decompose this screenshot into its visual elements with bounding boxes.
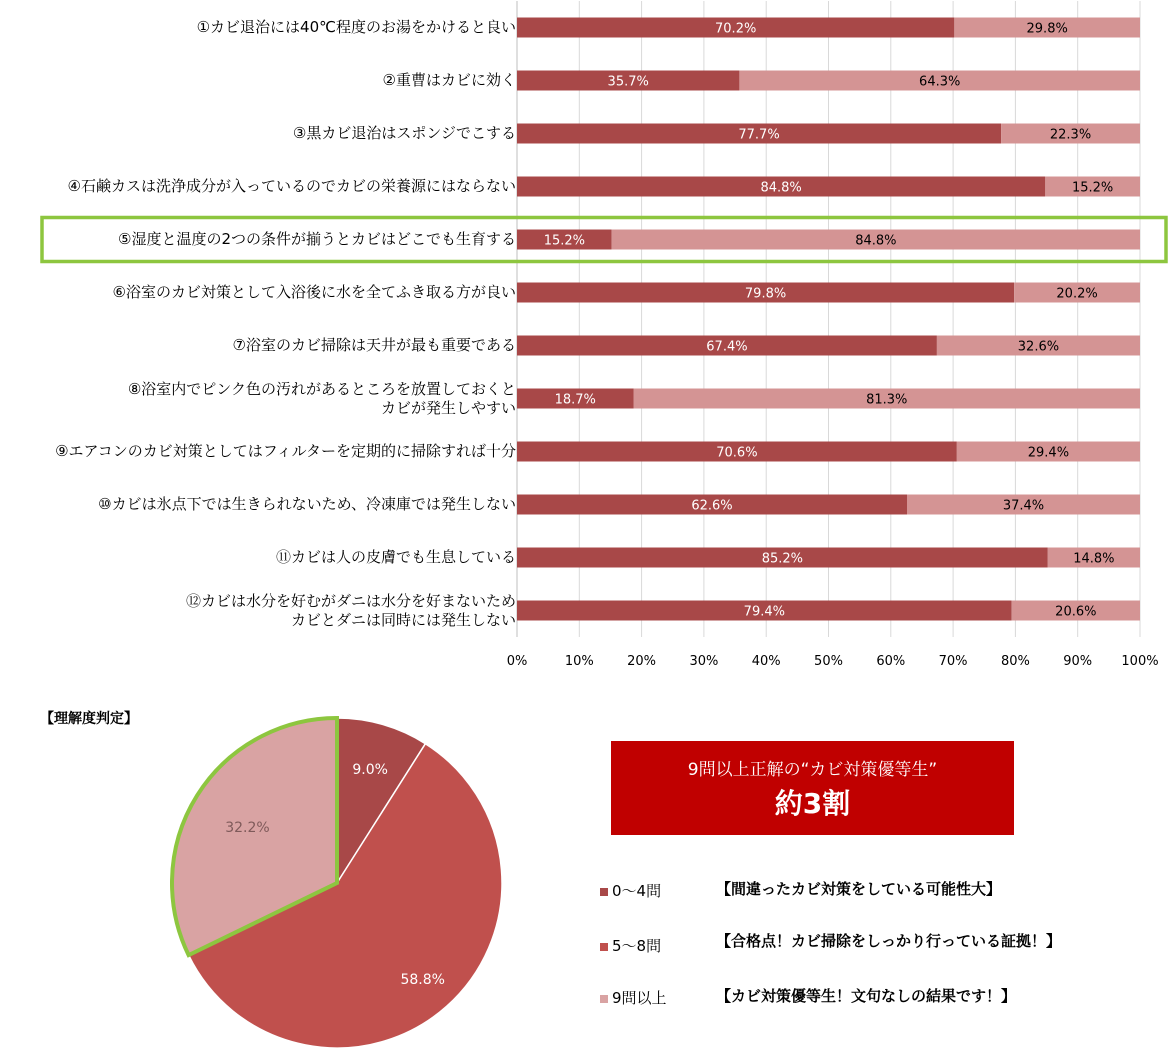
x-tick-label: 60%: [876, 654, 906, 669]
pie-chart: [150, 700, 530, 1050]
legend-label: 5～8問: [612, 937, 662, 955]
bar-data-label: 79.8%: [744, 286, 787, 302]
question-label-line: カビが発生しやすい: [380, 398, 516, 417]
bar-data-label: 15.2%: [1071, 180, 1114, 196]
question-label: [233, 336, 516, 355]
x-tick-label: 100%: [1121, 654, 1159, 669]
x-tick-label: 20%: [627, 654, 657, 669]
banner-main-text: 約3割: [774, 787, 851, 820]
question-label-line: カビとダニは同時には発生しない: [290, 610, 516, 629]
legend-desc-mid: 【合格点！カビ掃除をしっかり行っている証拠！】: [716, 932, 1062, 950]
question-label-line: ⑪カビは人の皮膚でも生息している: [275, 548, 516, 566]
bar-data-label: 70.2%: [715, 21, 757, 37]
legend-item-mid: [600, 935, 661, 956]
question-label: [197, 18, 516, 37]
bar-data-label: 20.6%: [1055, 604, 1097, 620]
legend-swatch-low: [600, 888, 608, 896]
x-tick-label: 70%: [938, 654, 968, 669]
x-tick-label: 40%: [751, 654, 781, 669]
question-label: [293, 124, 516, 143]
bar-data-label: 62.6%: [691, 498, 733, 514]
question-label-line: ⑩カビは氷点下では生きられないため、冷凍庫では発生しない: [98, 495, 516, 513]
question-label: [186, 592, 516, 630]
x-tick-label: 0%: [506, 654, 528, 669]
bar-data-label: 79.4%: [743, 604, 785, 620]
banner-subtitle: 9問以上正解の“カビ対策優等生”: [687, 760, 938, 780]
legend-desc-low: 【間違ったカビ対策をしている可能性大】: [716, 880, 1002, 898]
legend-item-high: [600, 987, 667, 1008]
result-banner: [611, 741, 1014, 835]
pie-data-label: 58.8%: [400, 972, 445, 989]
x-tick-label: 10%: [564, 654, 594, 669]
legend-desc-high: 【カビ対策優等生！文句なしの結果です！】: [716, 987, 1017, 1005]
question-label-line: ⑥浴室のカビ対策として入浴後に水を全てふき取る方が良い: [112, 283, 516, 301]
bar-data-label: 22.3%: [1049, 127, 1092, 143]
x-tick-label: 50%: [814, 654, 843, 669]
question-label-line: ①カビ退治には40℃程度のお湯をかけると良い: [196, 18, 516, 36]
question-label: [276, 548, 516, 567]
pie-data-label: 9.0%: [352, 761, 388, 778]
question-label-line: ②重曹はカビに効く: [382, 71, 516, 89]
question-label-line: ④石鹸カスは洗浄成分が入っているのでカビの栄養源にはならない: [67, 177, 516, 195]
bar-data-label: 32.6%: [1017, 339, 1060, 355]
question-label: [98, 495, 516, 514]
x-tick-label: 30%: [689, 654, 719, 669]
pie-data-label: 32.2%: [225, 819, 270, 836]
question-label: [68, 177, 516, 196]
legend-swatch-high: [600, 995, 608, 1003]
question-label: [128, 380, 516, 418]
pie-chart-title: 【理解度判定】: [40, 711, 138, 727]
bar-data-label: 84.8%: [760, 180, 802, 196]
question-label-line: ⑨エアコンのカビ対策としてはフィルターを定期的に掃除すれば十分: [55, 442, 516, 460]
legend-swatch-mid: [600, 943, 608, 951]
bar-data-label: 84.8%: [855, 233, 897, 249]
question-label-line: ⑦浴室のカビ掃除は天井が最も重要である: [232, 336, 516, 354]
bar-data-label: 77.7%: [738, 127, 780, 143]
legend-label: 9問以上: [612, 989, 667, 1007]
question-label: [383, 71, 516, 90]
question-label-line: ⑫カビは水分を好むがダニは水分を好まないため: [185, 591, 516, 610]
question-label-line: ③黒カビ退治はスポンジでこする: [292, 124, 516, 142]
bar-data-label: 29.8%: [1026, 21, 1068, 37]
question-label-line: ⑤湿度と温度の2つの条件が揃うとカビはどこでも生育する: [118, 230, 516, 248]
legend-item-low: [600, 880, 661, 901]
bar-data-label: 18.7%: [554, 392, 596, 408]
bar-data-label: 67.4%: [706, 339, 748, 355]
legend-label: 0～4問: [612, 882, 662, 900]
question-label-line: ⑧浴室内でピンク色の汚れがあるところを放置しておくと: [127, 379, 516, 398]
bar-data-label: 14.8%: [1073, 551, 1115, 567]
bar-data-label: 81.3%: [866, 392, 908, 408]
bar-data-label: 85.2%: [761, 551, 804, 567]
question-label: [118, 230, 516, 249]
bar-data-label: 29.4%: [1027, 445, 1070, 461]
bar-data-label: 35.7%: [607, 74, 649, 90]
x-tick-label: 80%: [1000, 654, 1030, 669]
question-label: [55, 442, 516, 461]
bar-data-label: 37.4%: [1002, 498, 1045, 514]
bar-data-label: 64.3%: [919, 74, 961, 90]
bar-data-label: 20.2%: [1056, 286, 1098, 302]
bar-data-label: 70.6%: [716, 445, 758, 461]
question-label: [113, 283, 516, 302]
bar-data-label: 15.2%: [543, 233, 586, 249]
x-tick-label: 90%: [1063, 654, 1093, 669]
